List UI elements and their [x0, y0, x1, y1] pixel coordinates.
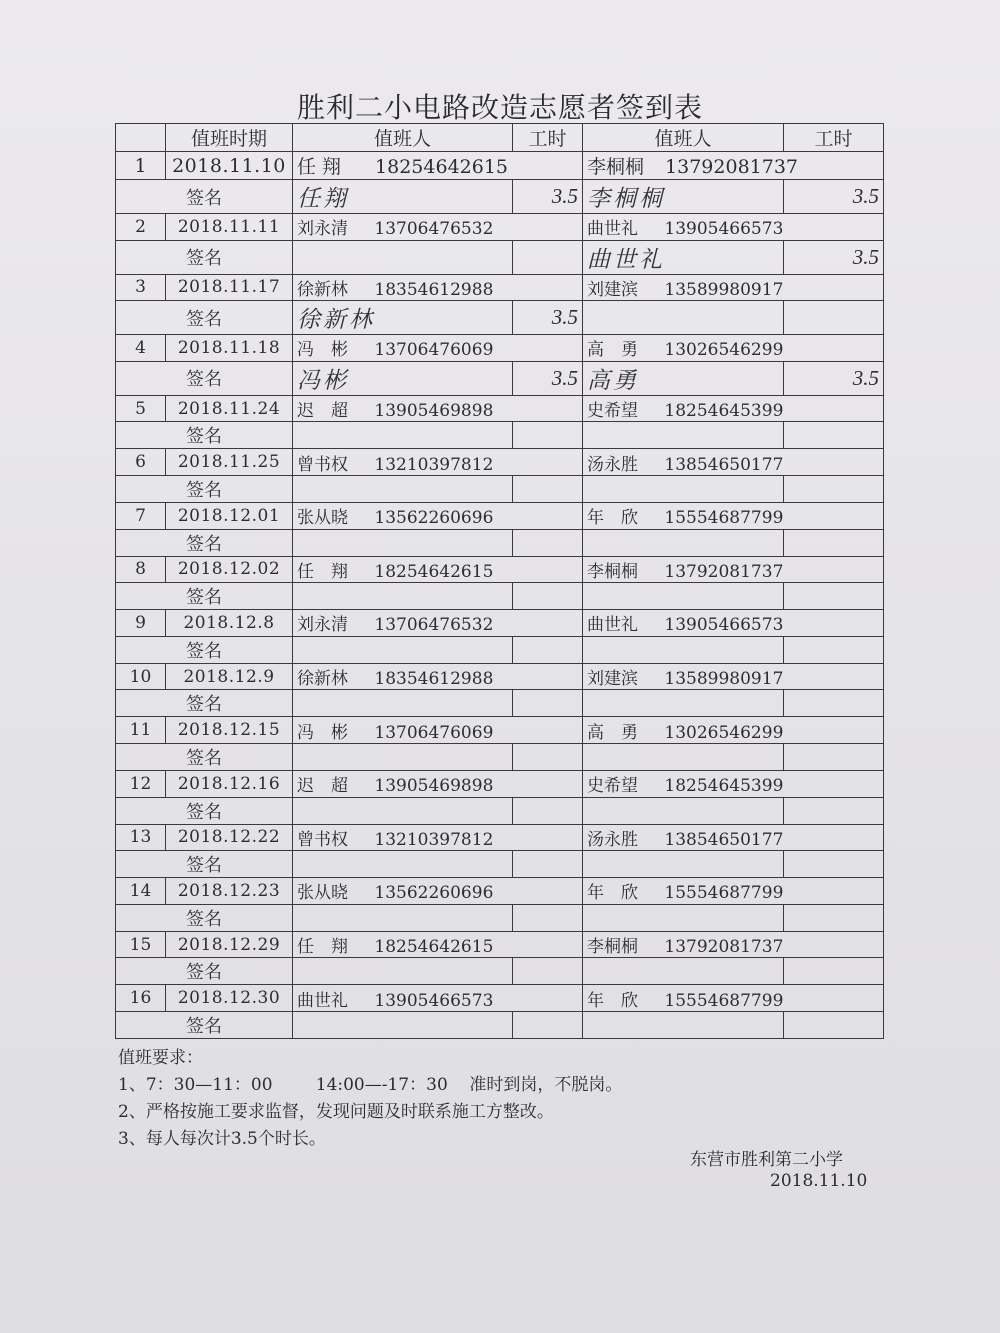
- person-b-signature[interactable]: [583, 690, 784, 717]
- person-a-hours: [513, 851, 583, 878]
- person-b-signature[interactable]: [583, 797, 784, 824]
- requirement-item: 1、7：30—11：00 14:00—-17：30 准时到岗，不脱岗。: [118, 1075, 623, 1095]
- person-a-phone: 13706476532: [374, 615, 494, 636]
- person-a-phone: 18254642615: [374, 937, 494, 958]
- sign-label: 签名: [116, 958, 293, 985]
- header-index: [116, 124, 166, 152]
- person-b-signature[interactable]: [583, 180, 784, 214]
- table-row: [116, 214, 884, 241]
- person-b-name: 刘建滨: [587, 669, 638, 690]
- person-a-signature[interactable]: [293, 636, 513, 663]
- row-index: 10: [116, 663, 166, 690]
- header-person-b: 值班人: [583, 124, 784, 152]
- person-a-cell: [293, 931, 583, 958]
- person-b-cell: [583, 214, 884, 241]
- person-b-signature[interactable]: [583, 240, 784, 274]
- person-b-hours: 3.5: [784, 240, 884, 274]
- row-index: 7: [116, 502, 166, 529]
- person-a-name: 曾书权: [297, 829, 348, 850]
- person-b-hours: [784, 797, 884, 824]
- person-a-cell: [293, 152, 583, 180]
- signature-row: [116, 690, 884, 717]
- table-row: [116, 449, 884, 476]
- person-a-name: 刘永清: [297, 615, 348, 636]
- person-b-phone: 13905466573: [664, 615, 784, 636]
- duty-date: 2018.12.9: [166, 663, 293, 690]
- person-b-cell: [583, 556, 884, 583]
- row-index: 15: [116, 931, 166, 958]
- person-a-hours: [513, 583, 583, 610]
- person-b-phone: 15554687799: [664, 990, 784, 1011]
- table-row: [116, 985, 884, 1012]
- sign-label: 签名: [116, 690, 293, 717]
- person-a-name: 张从晓: [297, 508, 348, 529]
- person-b-name: 汤永胜: [587, 829, 638, 850]
- signature-row: [116, 301, 884, 335]
- person-b-name: 李桐桐: [587, 156, 645, 178]
- person-a-hours: [513, 743, 583, 770]
- person-a-signature[interactable]: [293, 851, 513, 878]
- signature-row: [116, 361, 884, 395]
- duty-date: 2018.12.8: [166, 610, 293, 637]
- person-b-name: 高 勇: [587, 722, 638, 743]
- duty-date: 2018.12.15: [166, 717, 293, 744]
- person-a-signature[interactable]: [293, 583, 513, 610]
- person-b-signature[interactable]: [583, 743, 784, 770]
- sign-label: 签名: [116, 475, 293, 502]
- row-index: 4: [116, 335, 166, 362]
- person-a-signature[interactable]: [293, 301, 513, 335]
- row-index: 12: [116, 770, 166, 797]
- person-b-hours: [784, 475, 884, 502]
- person-a-phone: 18254642615: [374, 561, 494, 582]
- person-b-cell: [583, 931, 884, 958]
- person-a-signature[interactable]: [293, 475, 513, 502]
- duty-date: 2018.12.29: [166, 931, 293, 958]
- person-b-hours: [784, 743, 884, 770]
- person-a-phone: 13706476069: [374, 340, 494, 361]
- person-b-name: 曲世礼: [587, 615, 638, 636]
- person-a-cell: [293, 985, 583, 1012]
- signature-row: [116, 743, 884, 770]
- person-a-name: 张从晓: [297, 883, 348, 904]
- table-row: [116, 610, 884, 637]
- person-a-cell: [293, 770, 583, 797]
- person-a-signature[interactable]: [293, 422, 513, 449]
- person-a-phone: 13905466573: [374, 990, 494, 1011]
- person-a-phone: 13706476069: [374, 722, 494, 743]
- person-a-cell: [293, 214, 583, 241]
- person-a-phone: 13210397812: [374, 454, 494, 475]
- person-a-hours: [513, 690, 583, 717]
- person-a-hours: [513, 904, 583, 931]
- person-b-phone: 18254645399: [664, 776, 784, 797]
- person-a-phone: 18354612988: [374, 279, 494, 300]
- table-row: [116, 878, 884, 905]
- sign-label: 签名: [116, 743, 293, 770]
- person-b-phone: 15554687799: [664, 883, 784, 904]
- person-b-cell: [583, 985, 884, 1012]
- signature-row: [116, 636, 884, 663]
- signature-row: [116, 240, 884, 274]
- person-b-hours: [784, 301, 884, 335]
- person-b-cell: [583, 824, 884, 851]
- person-b-signature[interactable]: [583, 475, 784, 502]
- header-hours-a: 工时: [513, 124, 583, 152]
- duty-date: 2018.12.30: [166, 985, 293, 1012]
- person-b-name: 汤永胜: [587, 454, 638, 475]
- person-b-name: 年 欣: [587, 883, 638, 904]
- person-a-signature[interactable]: [293, 904, 513, 931]
- person-a-phone: 13905469898: [374, 401, 494, 422]
- person-b-cell: [583, 274, 884, 301]
- sign-label: 签名: [116, 180, 293, 214]
- person-b-name: 李桐桐: [587, 561, 638, 582]
- handwritten-signature: 高勇: [587, 367, 639, 394]
- person-a-hours: [513, 422, 583, 449]
- person-a-name: 任 翔: [297, 156, 342, 178]
- person-b-hours: [784, 958, 884, 985]
- person-b-phone: 13854650177: [664, 454, 784, 475]
- person-a-signature[interactable]: [293, 797, 513, 824]
- person-b-signature[interactable]: [583, 636, 784, 663]
- signature-row: [116, 529, 884, 556]
- row-index: 11: [116, 717, 166, 744]
- table-row: [116, 824, 884, 851]
- person-a-signature[interactable]: [293, 240, 513, 274]
- person-b-cell: [583, 335, 884, 362]
- header-hours-b: 工时: [784, 124, 884, 152]
- person-a-phone: 13905469898: [374, 776, 494, 797]
- table-header-row: [116, 124, 884, 152]
- row-index: 9: [116, 610, 166, 637]
- header-period: 值班时期: [166, 124, 293, 152]
- requirement-item: 3、每人每次计3.5个时长。: [118, 1129, 326, 1149]
- table-row: [116, 717, 884, 744]
- person-a-phone: 18254642615: [375, 156, 509, 178]
- person-b-phone: 13026546299: [664, 722, 784, 743]
- person-b-hours: 3.5: [784, 361, 884, 395]
- signature-row: [116, 475, 884, 502]
- row-index: 14: [116, 878, 166, 905]
- person-a-name: 迟 超: [297, 401, 348, 422]
- person-b-name: 刘建滨: [587, 279, 638, 300]
- person-a-signature[interactable]: [293, 690, 513, 717]
- signature-row: [116, 797, 884, 824]
- signature-row: [116, 904, 884, 931]
- person-a-hours: [513, 958, 583, 985]
- person-a-phone: 13706476532: [374, 219, 494, 240]
- signature-row: [116, 1011, 884, 1038]
- person-a-hours: 3.5: [513, 301, 583, 335]
- person-b-name: 史希望: [587, 401, 638, 422]
- person-b-cell: [583, 152, 884, 180]
- person-a-cell: [293, 717, 583, 744]
- person-b-name: 史希望: [587, 776, 638, 797]
- person-b-cell: [583, 395, 884, 422]
- signature-row: [116, 422, 884, 449]
- person-a-hours: 3.5: [513, 361, 583, 395]
- row-index: 16: [116, 985, 166, 1012]
- person-b-hours: [784, 690, 884, 717]
- person-b-signature[interactable]: [583, 583, 784, 610]
- person-a-hours: [513, 1011, 583, 1038]
- header-person-a: 值班人: [293, 124, 513, 152]
- person-b-phone: 13026546299: [664, 340, 784, 361]
- requirements-heading: 值班要求：: [118, 1048, 203, 1068]
- person-b-hours: 3.5: [784, 180, 884, 214]
- person-a-cell: [293, 502, 583, 529]
- sign-label: 签名: [116, 240, 293, 274]
- duty-date: 2018.12.22: [166, 824, 293, 851]
- person-b-phone: 13854650177: [664, 829, 784, 850]
- row-index: 3: [116, 274, 166, 301]
- person-a-signature[interactable]: [293, 180, 513, 214]
- table-row: [116, 335, 884, 362]
- table-row: [116, 395, 884, 422]
- duty-date: 2018.11.24: [166, 395, 293, 422]
- person-a-name: 任 翔: [297, 937, 348, 958]
- sign-label: 签名: [116, 422, 293, 449]
- person-b-cell: [583, 663, 884, 690]
- person-a-hours: [513, 240, 583, 274]
- handwritten-signature: 李桐桐: [587, 186, 665, 212]
- duty-requirements: [118, 1045, 622, 1153]
- person-b-signature[interactable]: [583, 904, 784, 931]
- person-a-phone: 18354612988: [374, 669, 494, 690]
- person-a-hours: 3.5: [513, 180, 583, 214]
- person-a-name: 曾书权: [297, 454, 348, 475]
- person-a-cell: [293, 274, 583, 301]
- row-index: 8: [116, 556, 166, 583]
- table-row: [116, 556, 884, 583]
- person-b-signature[interactable]: [583, 958, 784, 985]
- person-b-phone: 15554687799: [664, 508, 784, 529]
- handwritten-signature: 任翔: [297, 186, 349, 212]
- person-a-signature[interactable]: [293, 529, 513, 556]
- person-a-hours: [513, 529, 583, 556]
- table-row: [116, 770, 884, 797]
- row-index: 13: [116, 824, 166, 851]
- person-a-cell: [293, 449, 583, 476]
- sign-label: 签名: [116, 1011, 293, 1038]
- person-b-cell: [583, 878, 884, 905]
- person-a-phone: 13210397812: [374, 829, 494, 850]
- person-a-name: 曲世礼: [297, 990, 348, 1011]
- signature-row: [116, 851, 884, 878]
- sign-label: 签名: [116, 583, 293, 610]
- duty-date: 2018.11.18: [166, 335, 293, 362]
- duty-date: 2018.11.25: [166, 449, 293, 476]
- person-b-cell: [583, 502, 884, 529]
- person-b-phone: 13792081737: [664, 561, 784, 582]
- table-body: [116, 152, 884, 1039]
- duty-date: 2018.12.01: [166, 502, 293, 529]
- person-b-name: 高 勇: [587, 340, 638, 361]
- person-a-cell: [293, 663, 583, 690]
- person-b-hours: [784, 529, 884, 556]
- person-a-hours: [513, 475, 583, 502]
- person-b-hours: [784, 851, 884, 878]
- requirement-item: 2、严格按施工要求监督，发现问题及时联系施工方整改。: [118, 1102, 554, 1122]
- person-b-hours: [784, 636, 884, 663]
- person-a-cell: [293, 556, 583, 583]
- person-a-cell: [293, 610, 583, 637]
- person-b-name: 年 欣: [587, 990, 638, 1011]
- handwritten-signature: 徐新林: [297, 307, 375, 334]
- person-a-signature[interactable]: [293, 1011, 513, 1038]
- issue-date: 2018.11.10: [770, 1171, 868, 1191]
- duty-date: 2018.12.23: [166, 878, 293, 905]
- person-b-cell: [583, 610, 884, 637]
- person-b-cell: [583, 717, 884, 744]
- issuer-name: 东营市胜利第二小学: [690, 1150, 843, 1170]
- person-a-name: 冯 彬: [297, 722, 348, 743]
- table-row: [116, 663, 884, 690]
- person-a-hours: [513, 797, 583, 824]
- person-a-name: 冯 彬: [297, 340, 348, 361]
- person-b-name: 年 欣: [587, 508, 638, 529]
- person-a-signature[interactable]: [293, 361, 513, 395]
- signature-row: [116, 180, 884, 214]
- person-a-cell: [293, 335, 583, 362]
- person-b-hours: [784, 422, 884, 449]
- handwritten-signature: 曲世礼: [587, 246, 665, 273]
- person-a-name: 刘永清: [297, 219, 348, 240]
- person-b-hours: [784, 904, 884, 931]
- sign-label: 签名: [116, 851, 293, 878]
- sign-label: 签名: [116, 361, 293, 395]
- table-row: [116, 502, 884, 529]
- person-a-name: 徐新林: [297, 279, 348, 300]
- table-row: [116, 931, 884, 958]
- person-b-name: 曲世礼: [587, 219, 638, 240]
- duty-date: 2018.11.17: [166, 274, 293, 301]
- person-b-phone: 13905466573: [664, 219, 784, 240]
- document-title: 胜利二小电路改造志愿者签到表: [296, 91, 703, 124]
- person-a-phone: 13562260696: [374, 508, 494, 529]
- person-b-hours: [784, 583, 884, 610]
- sign-label: 签名: [116, 529, 293, 556]
- person-b-cell: [583, 770, 884, 797]
- person-b-phone: 13589980917: [664, 279, 784, 300]
- handwritten-signature: 冯彬: [297, 367, 349, 394]
- row-index: 5: [116, 395, 166, 422]
- person-a-cell: [293, 395, 583, 422]
- person-a-name: 迟 超: [297, 776, 348, 797]
- person-a-name: 徐新林: [297, 669, 348, 690]
- signature-row: [116, 583, 884, 610]
- person-a-signature[interactable]: [293, 958, 513, 985]
- row-index: 1: [116, 152, 166, 180]
- person-b-signature[interactable]: [583, 1011, 784, 1038]
- sign-label: 签名: [116, 797, 293, 824]
- person-b-signature[interactable]: [583, 301, 784, 335]
- row-index: 2: [116, 214, 166, 241]
- duty-date: 2018.11.10: [166, 152, 293, 180]
- person-b-phone: 13792081737: [664, 937, 784, 958]
- person-b-hours: [784, 1011, 884, 1038]
- person-b-phone: 13792081737: [665, 156, 799, 178]
- table-row: [116, 152, 884, 180]
- person-b-phone: 18254645399: [664, 401, 784, 422]
- person-a-name: 任 翔: [297, 561, 348, 582]
- person-a-phone: 13562260696: [374, 883, 494, 904]
- person-b-name: 李桐桐: [587, 937, 638, 958]
- person-b-signature[interactable]: [583, 422, 784, 449]
- person-a-hours: [513, 636, 583, 663]
- sign-label: 签名: [116, 904, 293, 931]
- person-a-cell: [293, 824, 583, 851]
- table-row: [116, 274, 884, 301]
- row-index: 6: [116, 449, 166, 476]
- person-b-signature[interactable]: [583, 851, 784, 878]
- sign-label: 签名: [116, 301, 293, 335]
- duty-date: 2018.12.16: [166, 770, 293, 797]
- person-a-signature[interactable]: [293, 743, 513, 770]
- person-b-phone: 13589980917: [664, 669, 784, 690]
- sign-label: 签名: [116, 636, 293, 663]
- duty-date: 2018.11.11: [166, 214, 293, 241]
- attendance-table: [115, 123, 884, 1039]
- person-b-signature[interactable]: [583, 361, 784, 395]
- person-b-signature[interactable]: [583, 529, 784, 556]
- signature-row: [116, 958, 884, 985]
- person-b-cell: [583, 449, 884, 476]
- person-a-cell: [293, 878, 583, 905]
- duty-date: 2018.12.02: [166, 556, 293, 583]
